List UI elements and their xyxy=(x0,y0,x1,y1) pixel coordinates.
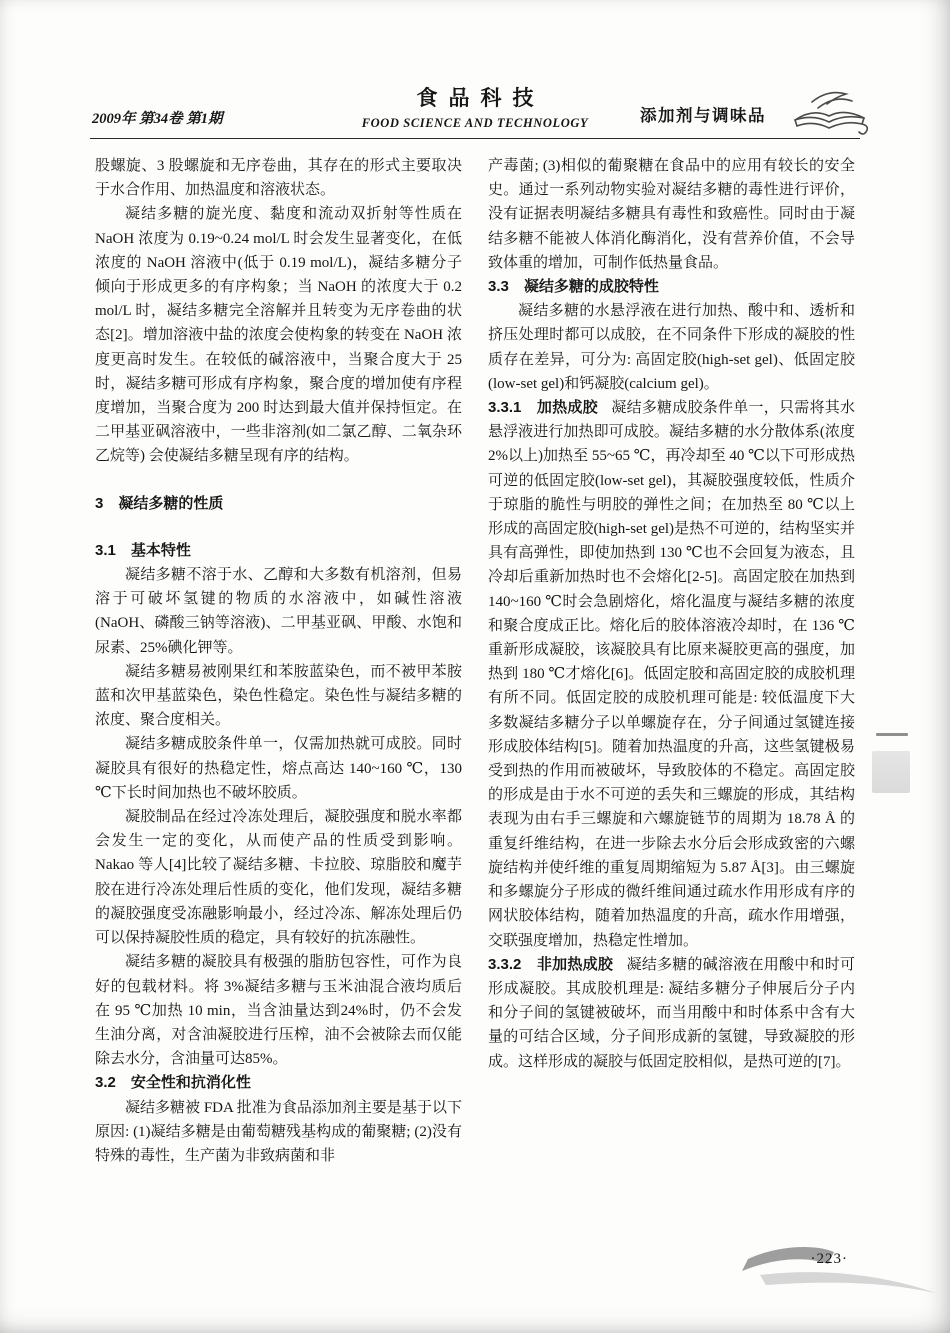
journal-title-en: FOOD SCIENCE AND TECHNOLOGY xyxy=(361,116,589,130)
paragraph: 凝胶制品在经过冷冻处理后，凝胶强度和脱水率都会发生一定的变化，从而使产品的性质受到影响。Nakao 等人[4]比较了凝结多糖、卡拉胶、琼脂胶和魔芋胶在进行冷冻处理后性质的变化，他们发现，凝结多糖的凝胶强度受冻融影响最小，经过冷冻、解冻处理后仍可以保持凝胶性质的稳定，具有较好的抗冻融性。 xyxy=(95,809,462,947)
paragraph: 凝结多糖的凝胶具有极强的脂肪包容性，可作为良好的包载材料。将 3%凝结多糖与玉米油混合液均质后在 95 ℃加热 10 min，当含油量达到24%时，仍不会发生油分离，对含油凝胶进行压榨，油不会被除去而仅能除去水分，含油量可达85%。 xyxy=(95,954,462,1068)
section-heading-3: 3 凝结多糖的性质 xyxy=(95,494,224,512)
column-title-block xyxy=(640,102,858,131)
paragraph: 凝结多糖易被刚果红和苯胺蓝染色，而不被甲苯胺蓝和次甲基蓝染色，染色性稳定。染色性与凝结多糖的浓度、聚合度相关。 xyxy=(95,663,462,729)
paragraph xyxy=(488,396,855,953)
journal-title-cn: 食品科技 xyxy=(416,87,545,110)
page-number: ·223· xyxy=(810,1251,848,1267)
column-title: 添加剂与调味品 xyxy=(640,107,766,125)
issue-info: 2009年 第34卷 第1期 xyxy=(92,111,223,127)
section-heading-3-2: 3.2 安全性和抗消化性 xyxy=(95,1074,251,1092)
section-heading-3-1: 3.1 基本特性 xyxy=(95,541,191,559)
scan-artifact-mark xyxy=(876,733,908,736)
journal-title-block xyxy=(310,82,640,131)
left-column xyxy=(95,154,462,1242)
paragraph: 产毒菌; (3)相似的葡聚糖在食品中的应用有较长的安全史。通过一系列动物实验对凝结多糖的毒性进行评价，没有证据表明凝结多糖具有毒性和致癌性。同时由于凝结多糖不能被人体消化酶消化，没有营养价值，不会导致体重的增加，可制作低热量食品。 xyxy=(488,158,855,271)
paragraph-text: 凝结多糖成胶条件单一，只需将其水悬浮液进行加热即可成胶。凝结多糖的水分散体系(浓度 2%以上)加热至 55~65 ℃，再冷却至 40 ℃以下可形成热可逆的低固定胶(low-set gel)，其凝胶强度较低，性质介于琼脂的脆性与明胶的弹性之间；在加热至 80 ℃以上形成的高固定胶(high-set gel)是热不可逆的，结构坚实并具有高弹性，即使加热到 130 ℃也不会回复为液态，且冷却后重新加热时也不会熔化[2-5]。高固定胶在加热到 140~160 ℃时会急剧熔化，熔化温度与凝结多糖的浓度和聚合度成正比。熔化后的胶体溶液冷却时，在 136 ℃重新形成凝胶，该凝胶具有比原来凝胶更高的强度，加热到 180 ℃才熔化[6]。低固定胶和高固定胶的成胶机理有所不同。低固定胶的成胶机理可能是: 较低温度下大多数凝结多糖分子以单螺旋存在，分子间通过氢键连接形成胶体结构[5]。随着加热温度的升高，这些氢键极易受到热的作用而被破坏，导致胶体的不稳定。高固定胶的形成是由于水不可逆的丢失和三螺旋的形成，其结构表现为由右手三螺旋和六螺旋链节的周期为 18.78 Å 的重复纤维结构，在进一步除去水分后会形成致密的六螺旋结构并使纤维的重复周期缩短为 5.87 Å[3]。由三螺旋和多螺旋分子形成的微纤维间通过疏水作用形成有序的网状胶体结构，随着加热温度的升高，疏水作用增强，交联强度增加，热稳定性增加。 xyxy=(488,400,855,949)
section-heading-3-3: 3.3 凝结多糖的成胶特性 xyxy=(488,278,659,296)
right-column xyxy=(488,154,855,1242)
paragraph: 股螺旋、3 股螺旋和无序卷曲，其存在的形式主要取决于水合作用、加热温度和溶液状态。 xyxy=(95,158,462,199)
header-divider xyxy=(90,138,860,139)
paragraph: 凝结多糖成胶条件单一，仅需加热就可成胶。同时凝胶具有很好的热稳定性，熔点高达 140~160 ℃，130 ℃下长时间加热也不破坏胶质。 xyxy=(95,736,462,801)
subsection-heading-3-3-2: 3.3.2 非加热成胶 xyxy=(488,955,614,973)
paragraph: 凝结多糖被 FDA 批准为食品添加剂主要是基于以下原因: (1)凝结多糖是由葡萄糖残基构成的葡聚糖; (2)没有特殊的毒性，生产菌为非致病菌和非 xyxy=(95,1099,462,1164)
subsection-heading-3-3-1: 3.3.1 加热成胶 xyxy=(488,399,598,417)
paragraph: 凝结多糖不溶于水、乙醇和大多数有机溶剂，但易溶于可破坏氢键的物质的水溶液中，如碱性溶液(NaOH、磷酸三钠等溶液)、二甲基亚砜、甲酸、水饱和尿素、25%碘化钾等。 xyxy=(95,567,462,656)
article-body xyxy=(95,154,855,1242)
paragraph: 凝结多糖的旋光度、黏度和流动双折射等性质在 NaOH 浓度为 0.19~0.24 mol/L 时会发生显著变化，在低浓度的 NaOH 溶液中(低于 0.19 mol/L)，凝结多糖分子倾向于形成更多的有序构象；当 NaOH 的浓度大于 0.2 mol/L 时，凝结多糖完全溶解并且转变为无序卷曲的状态[2]。增加溶液中盐的浓度会使构象的转变在 NaOH 浓度更高时发生。在较低的碱溶液中，当聚合度大于 25 时，凝结多糖可形成有序构象，聚合度的增加使有序程度增加，当聚合度为 200 时达到最大值并保持恒定。在二甲基亚砜溶液中，一些非溶剂(如二氯乙醇、二氧杂环乙烷等) 会使凝结多糖呈现有序的结构。 xyxy=(95,206,462,465)
scan-artifact-mark xyxy=(872,751,910,793)
paragraph-text: 凝结多糖的碱溶液在用酸中和时可形成凝胶。其成胶机理是: 凝结多糖分子伸展后分子内和分子间的氢键被破坏，而当用酸中和时体系中含有大量的可结合区域，分子间形成新的氢键，导致凝胶的形成。这样形成的凝胶与低固定胶相似，是热可逆的[7]。 xyxy=(488,956,855,1070)
paragraph: 凝结多糖的水悬浮液在进行加热、酸中和、透析和挤压处理时都可以成胶，在不同条件下形成的凝胶的性质存在差异，可分为: 高固定胶(high-set gel)、低固定胶(low-set gel)和钙凝胶(calcium gel)。 xyxy=(488,303,855,392)
paragraph xyxy=(488,953,855,1074)
page-header xyxy=(92,82,858,131)
journal-logo-icon xyxy=(784,85,874,139)
footer-swoosh-decoration xyxy=(728,1240,943,1300)
